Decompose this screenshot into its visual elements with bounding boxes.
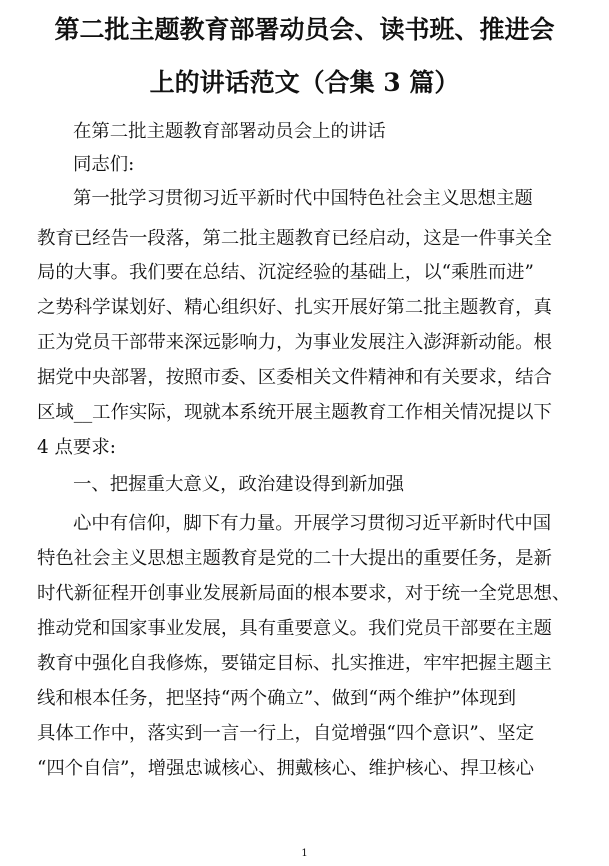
paragraph-line: 推动党和国家事业发展，具有重要意义。我们党员干部要在主题	[37, 618, 552, 639]
paragraph-line: 特色社会主义思想主题教育是党的二十大提出的重要任务，是新	[37, 548, 552, 569]
paragraph-line: 区域__工作实际，现就本系统开展主题教育工作相关情况提以下	[37, 402, 552, 423]
paragraph-line: 教育中强化自我修炼，要锚定目标、扎实推进，牢牢把握主题主	[37, 653, 552, 674]
paragraph-line: 教育已经告一段落，第二批主题教育已经启动，这是一件事关全	[37, 228, 552, 249]
paragraph-line: 之势科学谋划好、精心组织好、扎实开展好第二批主题教育，真	[37, 297, 552, 318]
page-number: 1	[301, 848, 308, 859]
paragraph-line: 正为党员干部带来深远影响力，为事业发展注入澎湃新动能。根	[37, 332, 552, 353]
paragraph-line: 4 点要求:	[37, 437, 116, 458]
paragraph-line: 时代新征程开创事业发展新局面的根本要求，对于统一全党思想、	[37, 583, 571, 604]
speech-heading: 在第二批主题教育部署动员会上的讲话	[73, 121, 386, 142]
paragraph-line: 具体工作中，落实到一言一行上，自觉增强“四个意识”、坚定	[37, 723, 534, 744]
salutation: 同志们:	[73, 154, 135, 175]
paragraph-line: 第一批学习贯彻习近平新时代中国特色社会主义思想主题	[73, 188, 533, 209]
title-line-2: 上的讲话范文（合集 3 篇）	[149, 68, 460, 97]
paragraph-line: 据党中央部署，按照市委、区委相关文件精神和有关要求，结合	[37, 367, 552, 388]
paragraph-line: “四个自信”，增强忠诚核心、拥戴核心、维护核心、捍卫核心	[37, 758, 534, 779]
paragraph-line: 局的大事。我们要在总结、沉淀经验的基础上，以“乘胜而进”	[37, 262, 534, 283]
paragraph-line: 线和根本任务，把坚持“两个确立”、做到“两个维护”体现到	[37, 688, 516, 709]
title-line-1: 第二批主题教育部署动员会、读书班、推进会	[54, 15, 555, 44]
section-heading: 一、把握重大意义，政治建设得到新加强	[73, 474, 405, 495]
paragraph-line: 心中有信仰，脚下有力量。开展学习贯彻习近平新时代中国	[73, 513, 552, 534]
